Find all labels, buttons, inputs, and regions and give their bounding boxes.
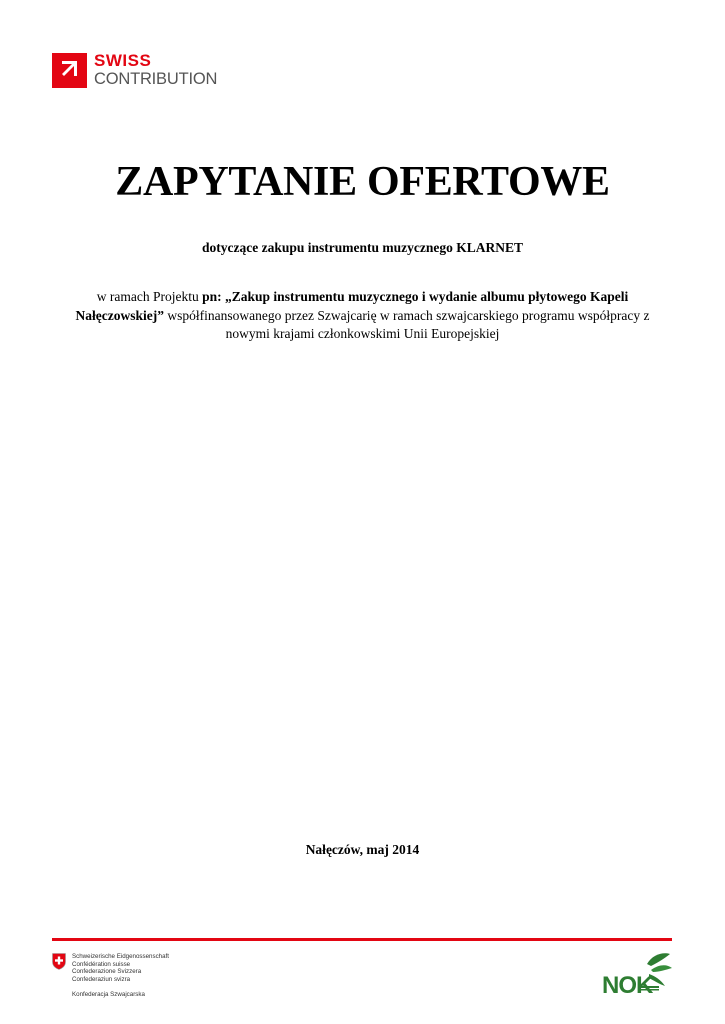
place-date: Nałęczów, maj 2014 [305,842,420,857]
swiss-contribution-logo [52,52,217,88]
footer-divider [52,938,672,941]
project-intro: w ramach Projektu [96,289,203,304]
confed-line-fr: Confédération suisse [72,960,131,968]
document-subtitle: dotyczące zakupu instrumentu muzycznego KLARNET [202,240,523,255]
confed-line-de: Schweizerische Eidgenossenschaft [72,953,169,960]
logo-line-1: SWISS [94,51,152,71]
project-description [60,288,665,344]
swiss-cross-shield-icon [52,953,66,970]
project-name: pn: „Zakup instrumentu muzycznego i wydanie albumu płytowego Kapeli Nałęczowskiej” [75,289,629,323]
project-rest: współfinansowanego przez Szwajcarię w ramach szwajcarskiego programu współpracy z nowymi krajami członkowskimi Unii Europejskiej [164,307,650,341]
swiss-contribution-mark-icon [52,53,87,88]
document-title: ZAPYTANIE OFERTOWE [115,159,610,205]
confed-line-it: Confederazione Svizzera [72,968,142,976]
confed-line-pl: Konfederacja Szwajcarska [72,991,145,999]
swiss-confederation-logo [52,953,169,999]
logo-line-2: CONTRIBUTION [94,70,218,89]
nok-logo-text: NOK [602,972,653,999]
confed-line-rm: Confederaziun svizra [72,975,131,983]
